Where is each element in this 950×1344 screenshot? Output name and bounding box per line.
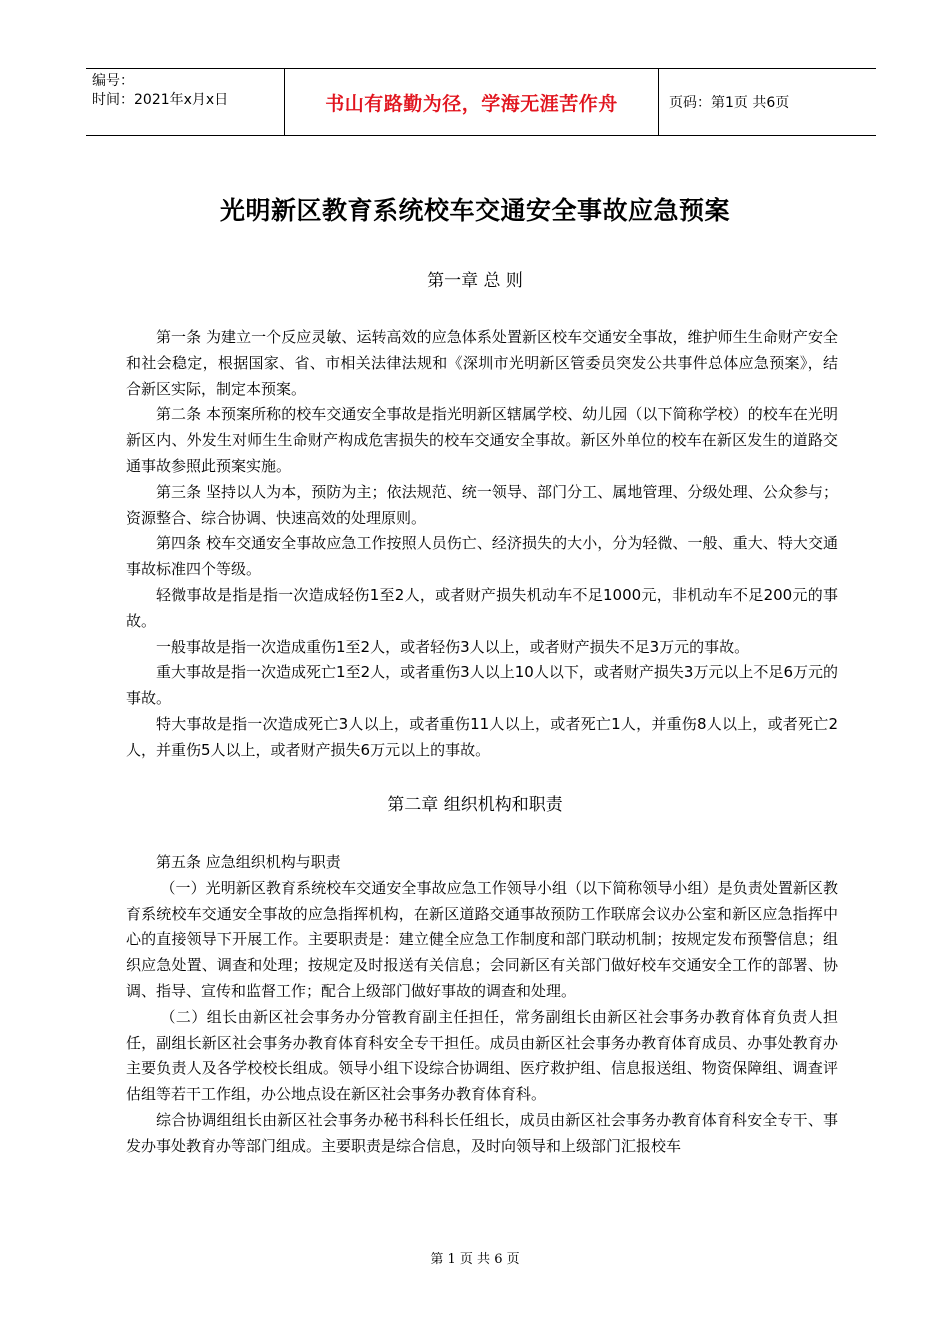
header-page-cell xyxy=(659,69,876,135)
header-motto-cell xyxy=(285,69,659,135)
article-3: 第三条 坚持以人为本，预防为主；依法规范、统一领导、部门分工、属地管理、分级处理、公众参与；资源整合、综合协调、快速高效的处理原则。 xyxy=(126,482,838,527)
general-accident-definition: 一般事故是指一次造成重伤1至2人，或者轻伤3人以上，或者财产损失不足3万元的事故。 xyxy=(156,637,750,656)
article-2: 第二条 本预案所称的校车交通安全事故是指光明新区辖属学校、幼儿园（以下简称学校）的校车在光明新区内、外发生对师生生命财产构成危害损失的校车交通安全事故。新区外单位的校车在新区发生的道路交通事故参照此预案实施。 xyxy=(126,405,838,475)
motto-text: 书山有路勤为径，学海无涯苦作舟 xyxy=(325,92,618,115)
page-number-label: 页码：第1页 共6页 xyxy=(669,95,790,111)
page-footer: 第 1 页 共 6 页 xyxy=(430,1252,520,1267)
article-1: 第一条 为建立一个反应灵敏、运转高效的应急体系处置新区校车交通安全事故，维护师生生命财产安全和社会稳定，根据国家、省、市相关法律法规和《深圳市光明新区管委员突发公共事件总体应急预案》，结合新区实际，制定本预案。 xyxy=(126,328,838,398)
chapter-2-heading: 第二章 组织机构和职责 xyxy=(387,795,563,815)
extreme-accident-definition: 特大事故是指一次造成死亡3人以上，或者重伤11人以上，或者死亡1人，并重伤8人以上，或者死亡2人，并重伤5人以上，或者财产损失6万元以上的事故。 xyxy=(126,714,838,759)
article-5-item-2: （二）组长由新区社会事务办分管教育副主任担任，常务副组长由新区社会事务办教育体育负责人担任，副组长新区社会事务办教育体育科安全专干担任。成员由新区社会事务办教育体育成员、办事处教育办主要负责人及各学校校长组成。领导小组下设综合协调组、医疗救护组、信息报送组、物资保障组、调查评估组等若干工作组，办公地点设在新区社会事务办教育体育科。 xyxy=(126,1007,838,1104)
header-table xyxy=(86,68,876,136)
chapter-1-body xyxy=(126,325,838,764)
chapter-2-body xyxy=(126,850,838,1160)
header-meta-cell xyxy=(86,69,285,135)
document-time-label: 时间：2021年x月x日 xyxy=(92,92,229,108)
document-title: 光明新区教育系统校车交通安全事故应急预案 xyxy=(219,196,730,225)
article-4: 第四条 校车交通安全事故应急工作按照人员伤亡、经济损失的大小，分为轻微、一般、重大、特大交通事故标准四个等级。 xyxy=(126,534,838,579)
article-5: 第五条 应急组织机构与职责 xyxy=(156,853,341,871)
document-number-label: 编号： xyxy=(92,73,134,89)
coordination-group-paragraph: 综合协调组组长由新区社会事务办秘书科科长任组长，成员由新区社会事务办教育体育科安全专干、事发办事处教育办等部门组成。主要职责是综合信息，及时向领导和上级部门汇报校车 xyxy=(126,1110,838,1155)
article-5-item-1: （一）光明新区教育系统校车交通安全事故应急工作领导小组（以下简称领导小组）是负责处置新区教育系统校车交通安全事故的应急指挥机构，在新区道路交通事故预防工作联席会议办公室和新区应急指挥中心的直接领导下开展工作。主要职责是：建立健全应急工作制度和部门联动机制；按规定发布预警信息；组织应急处置、调查和处理；按规定及时报送有关信息；会同新区有关部门做好校车交通安全工作的部署、协调、指导、宣传和监督工作；配合上级部门做好事故的调查和处理。 xyxy=(126,878,838,1000)
major-accident-definition: 重大事故是指一次造成死亡1至2人，或者重伤3人以上10人以下，或者财产损失3万元以上不足6万元的事故。 xyxy=(126,663,838,708)
chapter-1-heading: 第一章 总 则 xyxy=(427,271,523,291)
minor-accident-definition: 轻微事故是指是指一次造成轻伤1至2人，或者财产损失机动车不足1000元，非机动车不足200元的事故。 xyxy=(126,585,838,630)
